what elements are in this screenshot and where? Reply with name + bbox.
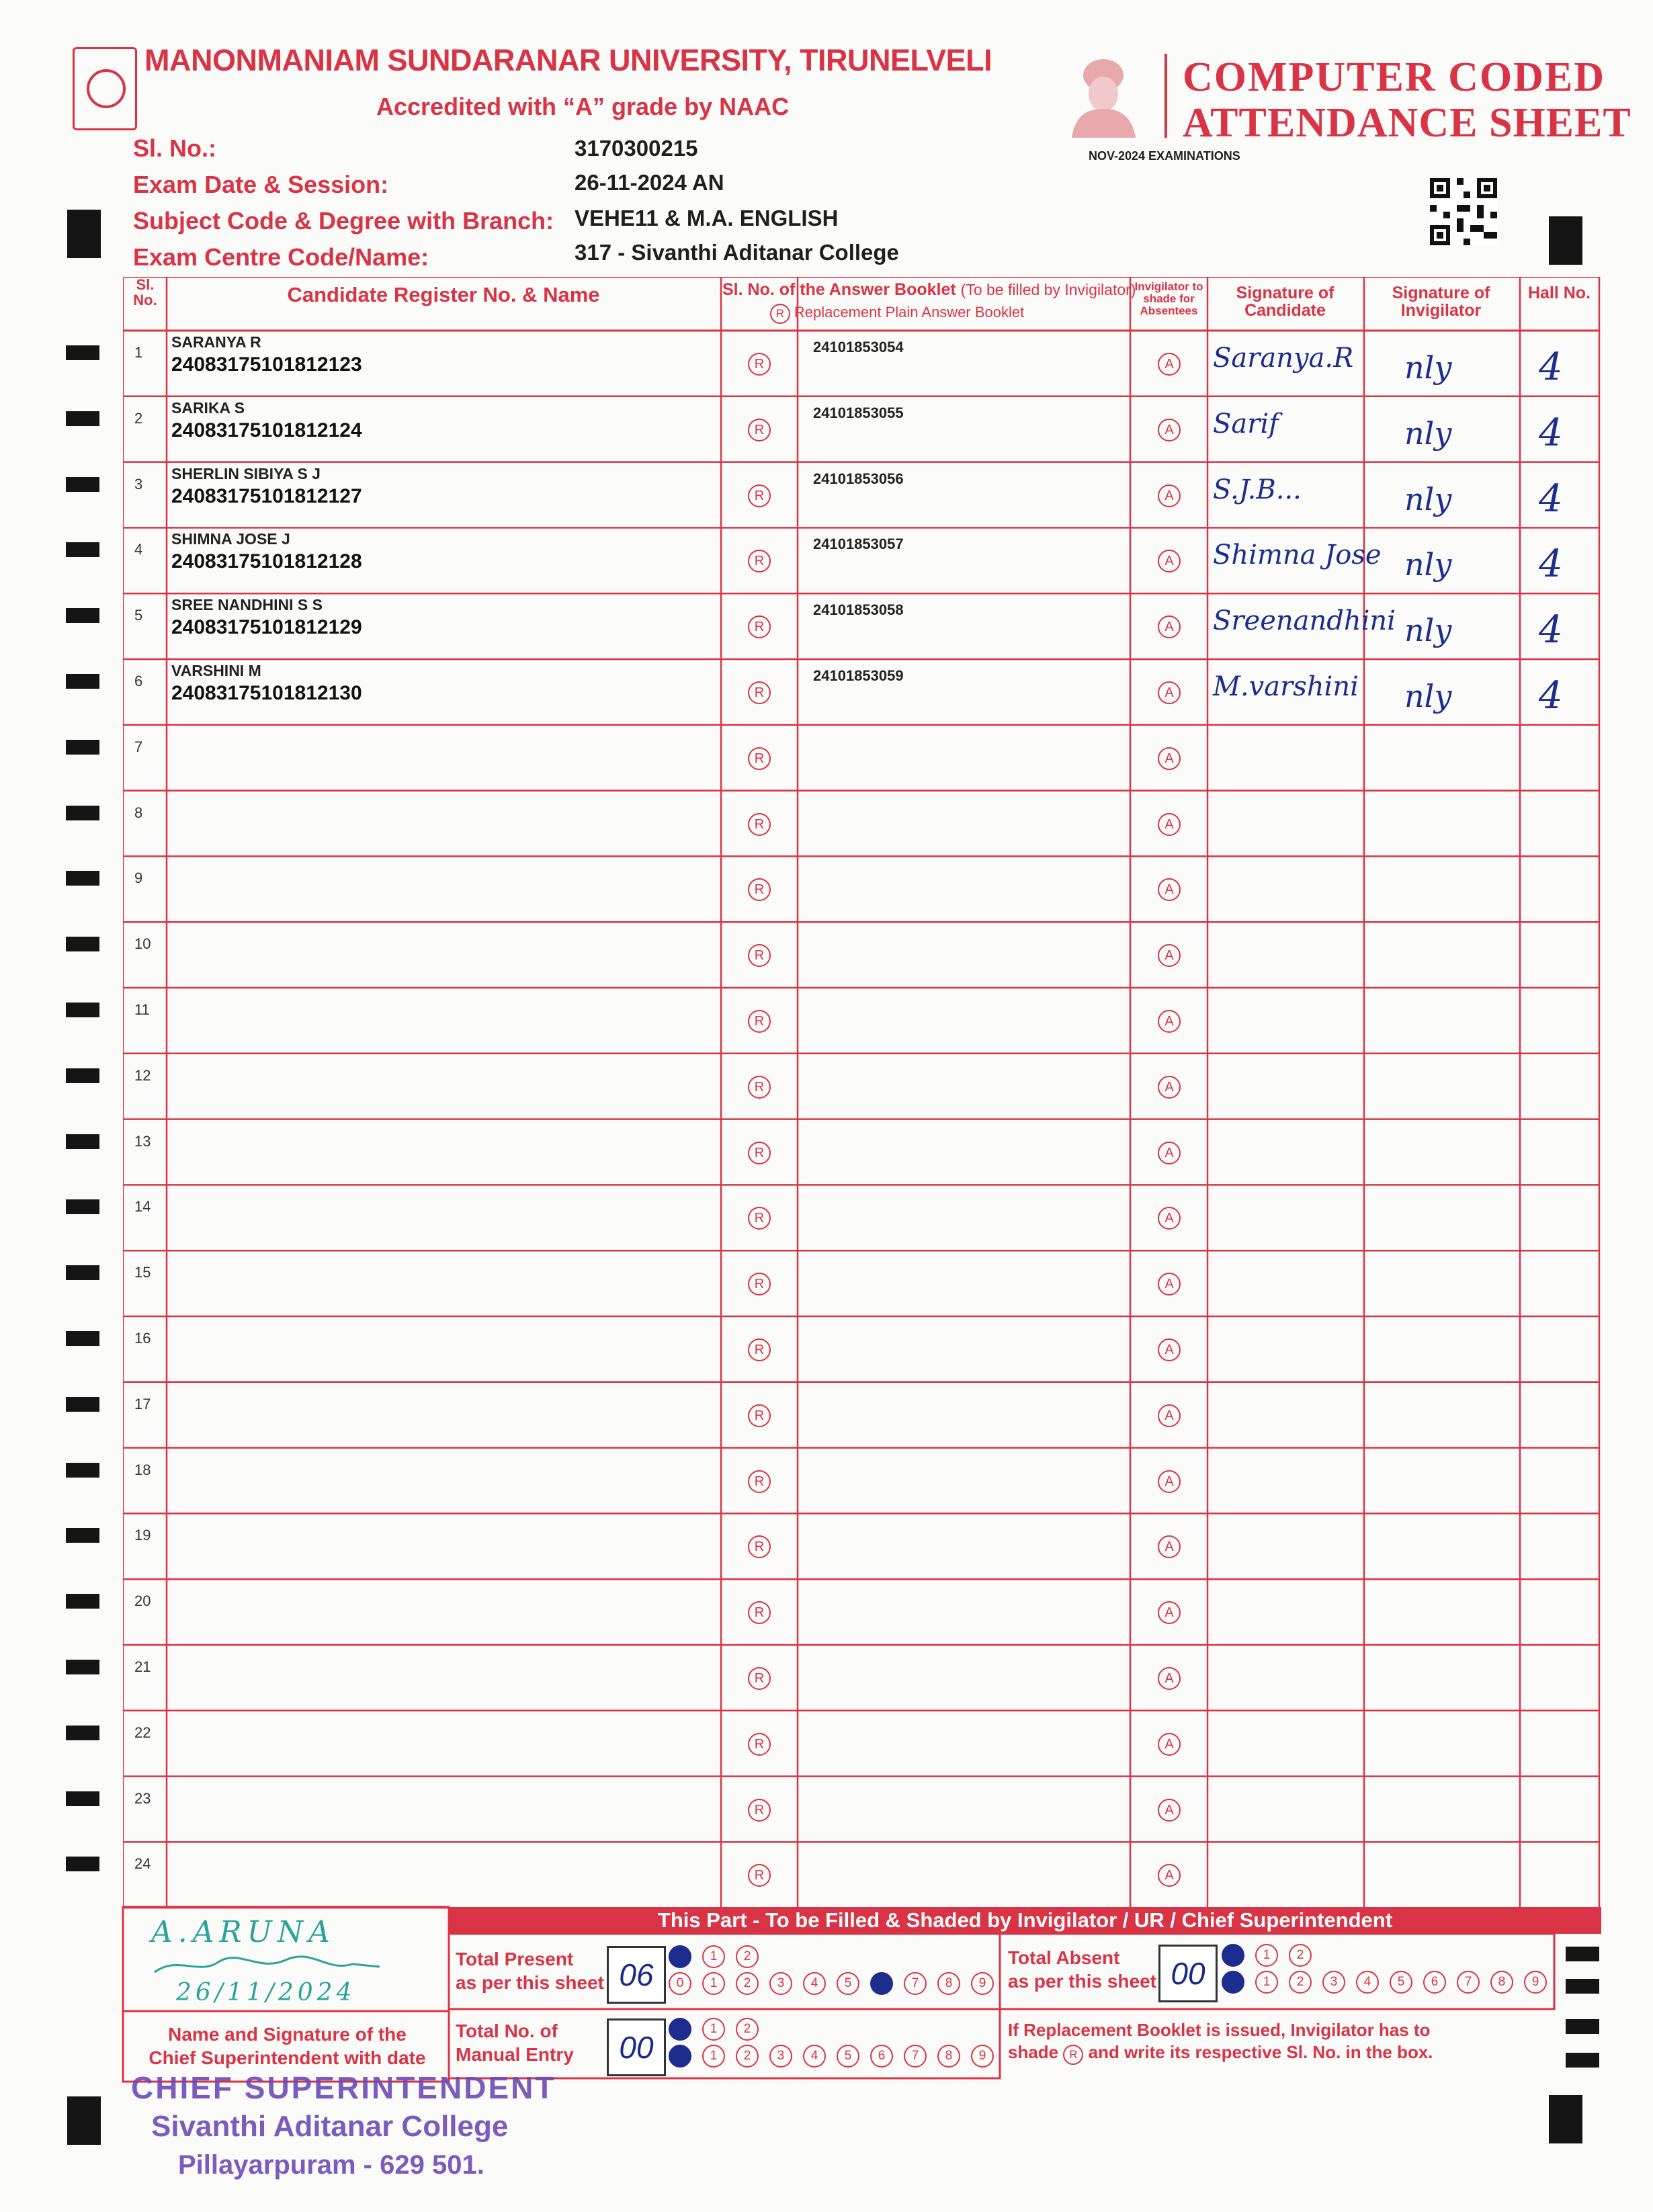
replacement-bubble[interactable]: R <box>748 813 771 836</box>
hall-no: 4 <box>1539 608 1563 652</box>
replacement-bubble[interactable]: R <box>748 1273 771 1295</box>
answer-booklet-no: 24101853056 <box>813 470 904 487</box>
hall-no: 4 <box>1539 345 1563 389</box>
units-bubble[interactable]: 2 <box>1289 1971 1312 1994</box>
absent-bubble[interactable]: A <box>1158 1733 1181 1756</box>
replacement-bubble[interactable]: R <box>748 419 771 441</box>
header-candidate: Candidate Register No. & Name <box>287 283 600 306</box>
units-bubble[interactable]: 1 <box>702 2045 725 2068</box>
row-sl-no: 6 <box>134 673 143 689</box>
replacement-bubble[interactable]: R <box>748 1864 771 1887</box>
candidate-register-no: 24083175101812124 <box>171 419 362 441</box>
candidate-register-no: 24083175101812129 <box>171 616 362 639</box>
exam-date-label: Exam Date & Session: <box>133 171 389 198</box>
row-sl-no: 2 <box>134 409 143 427</box>
units-bubble[interactable]: 1 <box>1255 1971 1278 1994</box>
chief-signature: A.ARUNA <box>151 1915 336 1949</box>
tens-bubble[interactable]: 2 <box>736 1945 759 1968</box>
row-sl-no: 12 <box>134 1066 151 1084</box>
absent-bubble[interactable]: A <box>1158 419 1181 441</box>
row-sl-no: 3 <box>134 475 143 493</box>
replacement-bubble[interactable]: R <box>748 550 771 572</box>
total-absent-box[interactable]: 00 <box>1158 1945 1218 2002</box>
replacement-bubble[interactable]: R <box>748 1733 771 1756</box>
exam-date-value: 26-11-2024 AN <box>575 170 724 195</box>
replacement-bubble[interactable]: R <box>748 1338 771 1361</box>
row-sl-no: 7 <box>134 738 143 755</box>
units-bubble[interactable]: 6 <box>1423 1971 1446 1994</box>
candidate-register-no: 24083175101812123 <box>171 353 362 376</box>
accreditation-text: Accredited with “A” grade by NAAC <box>376 93 790 120</box>
absent-bubble[interactable]: A <box>1158 550 1181 572</box>
header-booklet-sub: R Replacement Plain Answer Booklet <box>722 304 1072 324</box>
sl-no-value: 3170300215 <box>575 136 698 161</box>
stamp-line2: Sivanthi Aditanar College <box>151 2110 509 2143</box>
sheet-title-line2: ATTENDANCE SHEET <box>1183 100 1631 146</box>
absent-bubble[interactable]: A <box>1158 944 1181 967</box>
absent-bubble[interactable]: A <box>1158 1404 1181 1427</box>
units-bubble[interactable]: 9 <box>971 1972 994 1995</box>
hall-no: 4 <box>1539 411 1563 455</box>
tens-bubble[interactable] <box>669 1945 691 1968</box>
row-sl-no: 11 <box>134 1001 150 1018</box>
absent-bubble[interactable]: A <box>1158 1076 1181 1099</box>
absent-bubble[interactable]: A <box>1158 747 1181 770</box>
hall-no: 4 <box>1539 476 1563 521</box>
row-sl-no: 10 <box>134 935 151 953</box>
replacement-bubble[interactable]: R <box>748 1142 771 1164</box>
header-booklet: Sl. No. of the Answer Booklet (To be filled by Invigilator) <box>722 280 1136 299</box>
units-bubble[interactable]: 1 <box>702 1972 725 1995</box>
absent-bubble[interactable]: A <box>1158 1535 1181 1558</box>
units-bubble[interactable]: 2 <box>736 1972 759 1995</box>
exam-centre-value: 317 - Sivanthi Aditanar College <box>575 240 899 265</box>
row-sl-no: 23 <box>134 1789 151 1807</box>
absent-bubble[interactable]: A <box>1158 1273 1181 1295</box>
row-sl-no: 15 <box>134 1264 151 1281</box>
tens-bubble[interactable]: 1 <box>702 1945 725 1968</box>
absent-bubble[interactable]: A <box>1158 615 1181 638</box>
row-sl-no: 5 <box>134 607 143 624</box>
replacement-bubble[interactable]: R <box>748 1404 771 1427</box>
replacement-bubble[interactable]: R <box>748 1799 771 1822</box>
row-sl-no: 14 <box>134 1198 151 1216</box>
absent-bubble[interactable]: A <box>1158 1799 1181 1822</box>
replacement-bubble[interactable]: R <box>748 1470 771 1493</box>
absent-bubble[interactable]: A <box>1158 1667 1181 1690</box>
absent-bubble[interactable]: A <box>1158 878 1181 901</box>
chief-signature-date: 26/11/2024 <box>176 1979 356 2006</box>
units-bubble[interactable]: 5 <box>837 2045 859 2068</box>
footer-banner: This Part - To be Filled & Shaded by Invigilator / UR / Chief Superintendent <box>449 1907 1601 1934</box>
candidate-name: SHERLIN SIBIYA S J <box>171 464 321 482</box>
units-bubble[interactable]: 0 <box>669 1972 691 1995</box>
tens-bubble[interactable]: 2 <box>1289 1944 1312 1967</box>
replacement-bubble[interactable]: R <box>748 484 771 507</box>
row-sl-no: 21 <box>134 1658 151 1675</box>
units-bubble[interactable] <box>1222 1971 1244 1994</box>
candidate-signature: M.varshini <box>1213 671 1359 702</box>
row-sl-no: 9 <box>134 869 143 887</box>
chief-superintendent-label: Name and Signature of the Chief Superintendent with date <box>149 2024 426 2068</box>
row-sl-no: 19 <box>134 1527 151 1544</box>
hall-no: 4 <box>1539 674 1563 718</box>
absent-bubble[interactable]: A <box>1158 484 1181 507</box>
candidate-signature: Sarif <box>1213 408 1279 439</box>
invigilator-signature: nly <box>1404 546 1452 583</box>
absent-bubble[interactable]: A <box>1158 681 1181 704</box>
header-hall-no: Hall No. <box>1527 284 1591 302</box>
replacement-bubble[interactable]: R <box>748 878 771 901</box>
row-sl-no: 20 <box>134 1592 151 1610</box>
row-sl-no: 17 <box>134 1395 151 1412</box>
candidate-name: SARANYA R <box>171 333 261 351</box>
total-absent-label: Total Absent as per this sheet <box>1008 1947 1156 1992</box>
absent-bubble[interactable]: A <box>1158 1207 1181 1230</box>
hall-no: 4 <box>1539 542 1563 587</box>
units-bubble[interactable]: 3 <box>769 2045 792 2068</box>
units-bubble[interactable]: 6 <box>870 2045 893 2068</box>
candidate-name: SARIKA S <box>171 398 245 417</box>
units-bubble[interactable]: 7 <box>1457 1971 1480 1994</box>
units-bubble[interactable]: 4 <box>803 2045 826 2068</box>
row-sl-no: 18 <box>134 1461 151 1478</box>
row-sl-no: 16 <box>134 1330 151 1347</box>
units-bubble[interactable] <box>669 2045 691 2068</box>
replacement-bubble[interactable]: R <box>748 681 771 704</box>
chief-signature-scribble <box>151 1952 393 1979</box>
subject-label: Subject Code & Degree with Branch: <box>133 207 554 235</box>
row-sl-no: 13 <box>134 1132 151 1150</box>
units-bubble[interactable]: 3 <box>1322 1971 1345 1994</box>
units-bubble[interactable]: 8 <box>937 2045 960 2068</box>
header-signature-candidate: Signature of Candidate <box>1236 284 1334 321</box>
units-bubble[interactable]: 9 <box>1524 1971 1547 1994</box>
candidate-register-no: 24083175101812128 <box>171 550 362 573</box>
units-bubble[interactable]: 4 <box>1356 1971 1379 1994</box>
candidate-name: SHIMNA JOSE J <box>171 530 290 548</box>
answer-booklet-no: 24101853055 <box>813 404 904 421</box>
header-signature-invigilator: Signature of Invigilator <box>1392 284 1490 321</box>
row-sl-no: 22 <box>134 1724 151 1741</box>
absent-bubble[interactable]: A <box>1158 1864 1181 1887</box>
university-name: MANONMANIAM SUNDARANAR UNIVERSITY, TIRUNELVELI <box>144 43 992 77</box>
replacement-bubble[interactable]: R <box>748 1010 771 1033</box>
candidate-signature: Sreenandhini <box>1213 605 1396 637</box>
row-sl-no: 1 <box>134 344 143 361</box>
manual-entry-label: Total No. of Manual Entry <box>456 2020 574 2065</box>
sl-no-label: Sl. No.: <box>133 134 216 162</box>
replacement-bubble[interactable]: R <box>748 1076 771 1099</box>
units-bubble[interactable]: 4 <box>803 1972 826 1995</box>
invigilator-signature: nly <box>1404 415 1452 452</box>
units-bubble[interactable]: 2 <box>736 2045 759 2068</box>
total-present-box[interactable]: 06 <box>607 1946 666 2004</box>
header-invigilator-shade: Invigilator to shade for Absentees <box>1134 280 1203 317</box>
total-present-label: Total Present as per this sheet <box>456 1949 604 1993</box>
header-sl-no: Sl. No. <box>133 276 157 309</box>
answer-booklet-no: 24101853057 <box>813 536 904 553</box>
exam-centre-label: Exam Centre Code/Name: <box>133 243 429 271</box>
absent-bubble[interactable]: A <box>1158 353 1181 376</box>
answer-booklet-no: 24101853058 <box>813 601 904 619</box>
absent-bubble[interactable]: A <box>1158 1338 1181 1361</box>
invigilator-signature: nly <box>1404 349 1452 386</box>
invigilator-signature: nly <box>1404 678 1452 714</box>
replacement-bubble[interactable]: R <box>748 353 771 376</box>
units-bubble[interactable]: 7 <box>904 1972 927 1995</box>
subject-value: VEHE11 & M.A. ENGLISH <box>575 206 839 230</box>
replacement-bubble[interactable]: R <box>748 1667 771 1690</box>
row-sl-no: 4 <box>134 541 143 558</box>
replacement-note: If Replacement Booklet is issued, Invigilator has to shade R and write its respective Sl. No. in the box. <box>1008 2019 1433 2065</box>
tens-bubble[interactable] <box>1222 1944 1244 1967</box>
units-bubble[interactable]: 8 <box>937 1972 960 1995</box>
stamp-line1: CHIEF SUPERINTENDENT <box>131 2070 556 2105</box>
answer-booklet-no: 24101853054 <box>813 339 904 355</box>
units-bubble[interactable] <box>870 1972 893 1995</box>
absent-bubble[interactable]: A <box>1158 1142 1181 1164</box>
absent-bubble[interactable]: A <box>1158 1470 1181 1493</box>
candidate-signature: S.J.B... <box>1213 474 1302 505</box>
candidate-signature: Shimna Jose <box>1213 540 1382 571</box>
sheet-title-line1: COMPUTER CODED <box>1183 54 1606 100</box>
candidate-signature: Saranya.R <box>1213 343 1354 374</box>
exam-session-label: NOV-2024 EXAMINATIONS <box>1089 149 1240 163</box>
replacement-bubble[interactable]: R <box>748 1535 771 1558</box>
absent-bubble[interactable]: A <box>1158 1010 1181 1033</box>
units-bubble[interactable]: 7 <box>904 2045 927 2068</box>
row-sl-no: 24 <box>134 1855 151 1873</box>
manual-entry-box[interactable]: 00 <box>607 2018 666 2076</box>
units-bubble[interactable]: 3 <box>769 1972 792 1995</box>
invigilator-signature: nly <box>1404 480 1452 517</box>
units-bubble[interactable]: 9 <box>971 2045 994 2068</box>
tens-bubble[interactable]: 1 <box>702 2018 725 2041</box>
candidate-name: VARSHINI M <box>171 662 261 679</box>
replacement-bubble[interactable]: R <box>748 747 771 770</box>
tens-bubble[interactable]: 2 <box>736 2018 759 2041</box>
replacement-bubble[interactable]: R <box>748 615 771 638</box>
replacement-bubble[interactable]: R <box>748 1207 771 1230</box>
candidate-register-no: 24083175101812127 <box>171 484 362 507</box>
tens-bubble[interactable] <box>669 2018 691 2041</box>
row-sl-no: 8 <box>134 804 143 821</box>
absent-bubble[interactable]: A <box>1158 813 1181 836</box>
stamp-line3: Pillayarpuram - 629 501. <box>178 2150 484 2180</box>
answer-booklet-no: 24101853059 <box>813 667 904 684</box>
replacement-bubble[interactable]: R <box>748 944 771 967</box>
candidate-name: SREE NANDHINI S S <box>171 596 323 614</box>
absent-bubble[interactable]: A <box>1158 1601 1181 1624</box>
invigilator-signature: nly <box>1404 612 1452 649</box>
units-bubble[interactable]: 8 <box>1490 1971 1513 1994</box>
candidate-register-no: 24083175101812130 <box>171 682 362 704</box>
units-bubble[interactable]: 5 <box>1390 1971 1412 1994</box>
tens-bubble[interactable]: 1 <box>1255 1944 1278 1967</box>
replacement-bubble[interactable]: R <box>748 1601 771 1624</box>
units-bubble[interactable]: 5 <box>837 1972 859 1995</box>
